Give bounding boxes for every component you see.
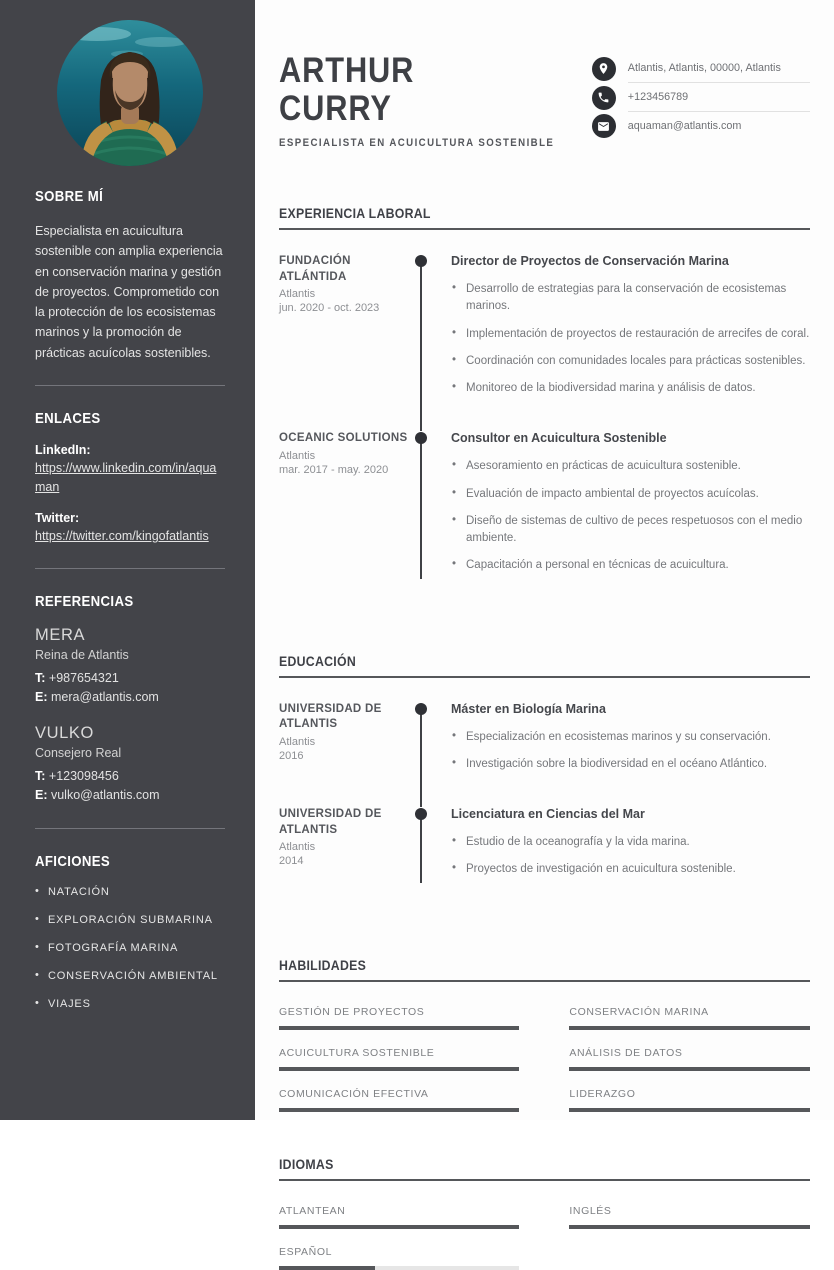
- skill-item: [279, 1047, 519, 1071]
- main-content: [255, 0, 834, 1258]
- skill-bar-fill: [569, 1026, 809, 1030]
- link-item-linkedin: [35, 443, 225, 497]
- job-bullets: [451, 281, 810, 397]
- degree-bullets: [451, 729, 810, 774]
- timeline: [415, 702, 451, 784]
- bullet: • Implementación de proyectos de restauración de arrecifes de coral.: [451, 326, 810, 343]
- reference-role: Reina de Atlantis: [35, 648, 129, 662]
- entry-body: [451, 702, 810, 784]
- first-name: ARTHUR: [279, 51, 415, 90]
- timeline-line: [420, 814, 422, 883]
- timeline-dot: [415, 432, 427, 444]
- section-rule: [279, 676, 810, 678]
- hobby-item: • VIAJES: [35, 998, 225, 1010]
- language-bar-fill: [569, 1225, 809, 1229]
- contact-row-address: [592, 54, 810, 83]
- contact-phone: +123456789: [628, 83, 810, 112]
- skills-grid: [279, 1006, 810, 1112]
- contact-address: Atlantis, Atlantis, 00000, Atlantis: [628, 54, 810, 83]
- reference-email: E: mera@atlantis.com: [35, 690, 159, 705]
- skills-section: [279, 957, 810, 1112]
- entry-body: [451, 254, 810, 407]
- bullet: • Estudio de la oceanografía y la vida marina.: [451, 834, 810, 851]
- language-item: [279, 1246, 519, 1270]
- bullet: • Coordinación con comunidades locales para prácticas sostenibles.: [451, 353, 810, 370]
- skill-label: GESTIÓN DE PROYECTOS: [279, 1005, 425, 1018]
- experience-entry: [279, 431, 810, 608]
- phone-icon: [592, 86, 616, 110]
- entry-meta: [279, 807, 415, 889]
- skill-bar: [279, 1067, 519, 1071]
- skill-label: LIDERAZGO: [569, 1087, 636, 1100]
- degree-title: Licenciatura en Ciencias del Mar: [451, 807, 645, 821]
- skill-item: [569, 1088, 809, 1112]
- language-label: ESPAÑOL: [279, 1245, 333, 1258]
- language-bar: [279, 1266, 519, 1270]
- sidebar-divider: [35, 568, 225, 569]
- skill-label: ACUICULTURA SOSTENIBLE: [279, 1046, 435, 1059]
- language-item: [279, 1205, 519, 1229]
- reference-role: Consejero Real: [35, 745, 122, 760]
- timeline-dot: [415, 703, 427, 715]
- skill-bar: [279, 1108, 519, 1112]
- section-rule: [279, 1179, 810, 1181]
- education-section: [279, 653, 810, 913]
- link-item-twitter: [35, 511, 225, 546]
- contact-block: [592, 54, 810, 140]
- language-label: INGLÉS: [569, 1204, 612, 1217]
- timeline-line: [420, 438, 422, 578]
- graduation-year: 2014: [279, 855, 304, 868]
- company-name: FUNDACIÓN ATLÁNTIDA: [279, 255, 351, 283]
- sidebar-divider: [35, 385, 225, 386]
- skill-label: CONSERVACIÓN MARINA: [569, 1005, 709, 1018]
- entry-meta: [279, 254, 415, 407]
- timeline-line: [420, 261, 422, 431]
- language-bar: [279, 1225, 519, 1229]
- company-location: Atlantis: [279, 449, 316, 462]
- skill-item: [569, 1047, 809, 1071]
- skill-bar-fill: [569, 1067, 809, 1071]
- linkedin-label: LinkedIn:: [35, 442, 91, 457]
- email-icon: [592, 114, 616, 138]
- language-bar: [569, 1225, 809, 1229]
- skill-bar-fill: [279, 1108, 519, 1112]
- name-block: [279, 52, 592, 149]
- bullet: • Diseño de sistemas de cultivo de peces respetuosos con el medio ambiente.: [451, 513, 810, 548]
- languages-heading: IDIOMAS: [279, 1155, 334, 1172]
- about-section: [35, 188, 225, 363]
- contact-row-email: [592, 112, 810, 140]
- entry-body: [451, 431, 810, 584]
- skills-heading: HABILIDADES: [279, 956, 367, 973]
- school-location: Atlantis: [279, 735, 316, 748]
- job-title: Consultor en Acuicultura Sostenible: [451, 431, 667, 446]
- skill-label: ANÁLISIS DE DATOS: [569, 1046, 683, 1059]
- education-entry: [279, 807, 810, 913]
- skill-label: COMUNICACIÓN EFECTIVA: [279, 1087, 429, 1100]
- school-location: Atlantis: [279, 841, 316, 854]
- skill-bar: [569, 1108, 809, 1112]
- person-name: [279, 52, 592, 128]
- hobby-item: • EXPLORACIÓN SUBMARINA: [35, 914, 225, 926]
- twitter-link[interactable]: https://twitter.com/kingofatlantis: [35, 529, 209, 544]
- experience-entry: [279, 254, 810, 431]
- language-bar-fill: [279, 1266, 375, 1270]
- header: [279, 52, 810, 149]
- bullet: • Asesoramiento en prácticas de acuicultura sostenible.: [451, 458, 810, 475]
- skill-bar: [569, 1026, 809, 1030]
- reference-email: E: vulko@atlantis.com: [35, 788, 160, 803]
- hobbies-section: [35, 853, 225, 1010]
- about-heading: SOBRE MÍ: [35, 188, 104, 205]
- school-name: UNIVERSIDAD DE ATLANTIS: [279, 702, 382, 731]
- bullet: • Monitoreo de la biodiversidad marina y análisis de datos.: [451, 380, 810, 397]
- reference-phone: T: +987654321: [35, 671, 119, 685]
- bullet: • Capacitación a personal en técnicas de acuicultura.: [451, 557, 810, 574]
- skill-bar-fill: [279, 1067, 519, 1071]
- employment-dates: jun. 2020 - oct. 2023: [279, 302, 380, 315]
- skill-bar: [569, 1067, 809, 1071]
- about-text: Especialista en acuicultura sostenible con amplia experiencia en conservación marina y gestión de proyectos. Comprometido con la protección de los ecosistemas marinos y la promoción de prácticas acuícolas sostenibles.: [35, 224, 223, 360]
- links-heading: ENLACES: [35, 409, 101, 427]
- reference-item: [35, 626, 225, 708]
- hobby-item: • FOTOGRAFÍA MARINA: [35, 942, 225, 954]
- entry-meta: [279, 702, 415, 784]
- timeline-dot: [415, 255, 427, 267]
- bullet: • Desarrollo de estrategias para la conservación de ecosistemas marinos.: [451, 281, 810, 316]
- timeline: [415, 807, 451, 889]
- job-subtitle: ESPECIALISTA EN ACUICULTURA SOSTENIBLE: [279, 137, 555, 149]
- timeline: [415, 254, 451, 407]
- hobbies-list: [35, 886, 225, 1010]
- sidebar: [0, 0, 255, 1120]
- reference-name: VULKO: [35, 723, 94, 742]
- references-section: [35, 593, 225, 806]
- languages-grid: [279, 1205, 810, 1270]
- skill-bar-fill: [279, 1026, 519, 1030]
- aquaman-portrait-illustration: [57, 20, 203, 166]
- degree-bullets: [451, 834, 810, 879]
- graduation-year: 2016: [279, 749, 304, 762]
- hobby-item: • NATACIÓN: [35, 886, 225, 898]
- employment-dates: mar. 2017 - may. 2020: [279, 463, 389, 476]
- entry-meta: [279, 431, 415, 584]
- hobby-item: • CONSERVACIÓN AMBIENTAL: [35, 970, 225, 982]
- education-heading: EDUCACIÓN: [279, 652, 356, 669]
- company-name: OCEANIC SOLUTIONS: [279, 432, 408, 445]
- degree-title: Máster en Biología Marina: [451, 701, 606, 716]
- contact-row-phone: [592, 83, 810, 112]
- sidebar-divider: [35, 828, 225, 829]
- skill-bar-fill: [569, 1108, 809, 1112]
- timeline: [415, 431, 451, 584]
- language-bar-fill: [279, 1225, 519, 1229]
- profile-photo: [57, 20, 203, 166]
- company-location: Atlantis: [279, 288, 316, 301]
- language-item: [569, 1205, 809, 1229]
- bullet: • Evaluación de impacto ambiental de proyectos acuícolas.: [451, 486, 810, 503]
- skill-item: [569, 1006, 809, 1030]
- contact-email: aquaman@atlantis.com: [627, 120, 742, 132]
- job-title: Director de Proyectos de Conservación Marina: [451, 254, 729, 268]
- skill-item: [279, 1088, 519, 1112]
- location-icon: [592, 57, 616, 81]
- entry-body: [451, 807, 810, 889]
- section-rule: [279, 980, 810, 982]
- timeline-line: [420, 709, 422, 808]
- school-name: UNIVERSIDAD DE ATLANTIS: [279, 808, 382, 836]
- reference-item: [35, 724, 225, 806]
- reference-phone: T: +123098456: [35, 768, 119, 783]
- languages-section: [279, 1156, 810, 1270]
- experience-heading: EXPERIENCIA LABORAL: [279, 205, 431, 221]
- skill-bar: [279, 1026, 519, 1030]
- bullet: • Investigación sobre la biodiversidad en el océano Atlántico.: [451, 756, 810, 773]
- timeline-dot: [415, 808, 427, 820]
- education-entry: [279, 702, 810, 808]
- references-heading: REFERENCIAS: [35, 593, 134, 610]
- reference-name: MERA: [35, 626, 86, 644]
- hobbies-heading: AFICIONES: [35, 852, 111, 870]
- bullet: • Especialización en ecosistemas marinos y su conservación.: [451, 729, 810, 746]
- job-bullets: [451, 458, 810, 574]
- twitter-label: Twitter:: [35, 511, 80, 526]
- section-rule: [279, 228, 810, 230]
- links-section: [35, 410, 225, 546]
- language-label: ATLANTEAN: [279, 1204, 346, 1217]
- linkedin-link[interactable]: https://www.linkedin.com/in/aquaman: [35, 460, 217, 494]
- skill-item: [279, 1006, 519, 1030]
- bullet: • Proyectos de investigación en acuicultura sostenible.: [451, 861, 810, 878]
- experience-section: [279, 205, 810, 609]
- last-name: CURRY: [279, 89, 392, 128]
